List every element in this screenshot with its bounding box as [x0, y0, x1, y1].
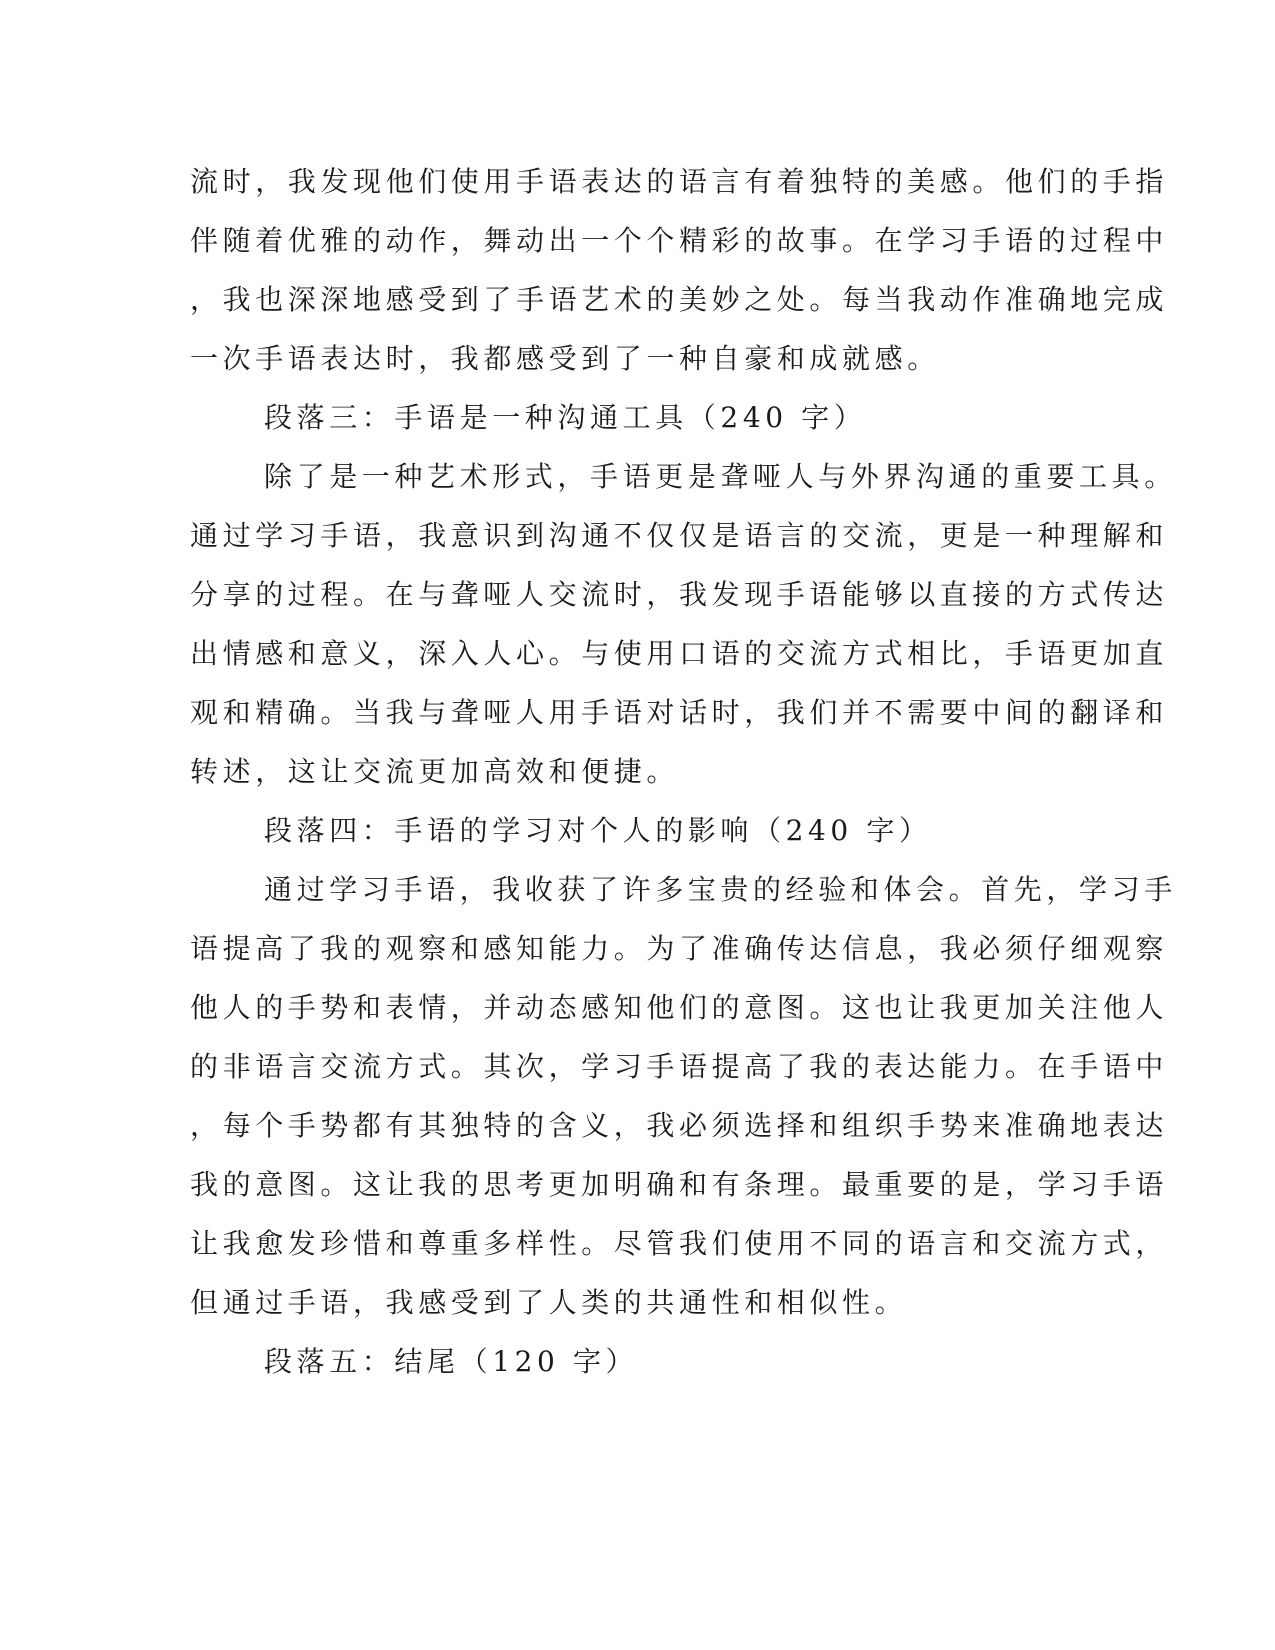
text-line-17: ，每个手势都有其独特的含义，我必须选择和组织手势来准确地表达 — [190, 1109, 1169, 1142]
section-heading-5: 段落五：结尾（120 字） — [264, 1345, 639, 1378]
text-line-7: 通过学习手语，我意识到沟通不仅仅是语言的交流，更是一种理解和 — [190, 519, 1169, 552]
text-line-16: 的非语言交流方式。其次，学习手语提高了我的表达能力。在手语中 — [190, 1050, 1169, 1083]
text-line-2: 伴随着优雅的动作，舞动出一个个精彩的故事。在学习手语的过程中 — [190, 224, 1169, 257]
text-line-10: 观和精确。当我与聋哑人用手语对话时，我们并不需要中间的翻译和 — [190, 696, 1169, 729]
text-line-18: 我的意图。这让我的思考更加明确和有条理。最重要的是，学习手语 — [190, 1168, 1169, 1201]
text-line-15: 他人的手势和表情，并动态感知他们的意图。这也让我更加关注他人 — [190, 991, 1169, 1024]
section-heading-4: 段落四：手语的学习对个人的影响（240 字） — [264, 814, 932, 847]
text-line-14: 语提高了我的观察和感知能力。为了准确传达信息，我必须仔细观察 — [190, 932, 1169, 965]
text-line-1: 流时，我发现他们使用手语表达的语言有着独特的美感。他们的手指 — [190, 165, 1169, 198]
text-line-20: 但通过手语，我感受到了人类的共通性和相似性。 — [190, 1286, 908, 1319]
text-line-9: 出情感和意义，深入人心。与使用口语的交流方式相比，手语更加直 — [190, 637, 1169, 670]
text-line-6: 除了是一种艺术形式，手语更是聋哑人与外界沟通的重要工具。 — [264, 460, 1177, 493]
text-line-11: 转述，这让交流更加高效和便捷。 — [190, 755, 680, 788]
text-line-19: 让我愈发珍惜和尊重多样性。尽管我们使用不同的语言和交流方式， — [190, 1227, 1169, 1260]
text-line-3: ，我也深深地感受到了手语艺术的美妙之处。每当我动作准确地完成 — [190, 283, 1169, 316]
section-heading-3: 段落三：手语是一种沟通工具（240 字） — [264, 401, 867, 434]
text-line-4: 一次手语表达时，我都感受到了一种自豪和成就感。 — [190, 342, 940, 375]
text-line-8: 分享的过程。在与聋哑人交流时，我发现手语能够以直接的方式传达 — [190, 578, 1169, 611]
text-line-13: 通过学习手语，我收获了许多宝贵的经验和体会。首先，学习手 — [264, 873, 1177, 906]
